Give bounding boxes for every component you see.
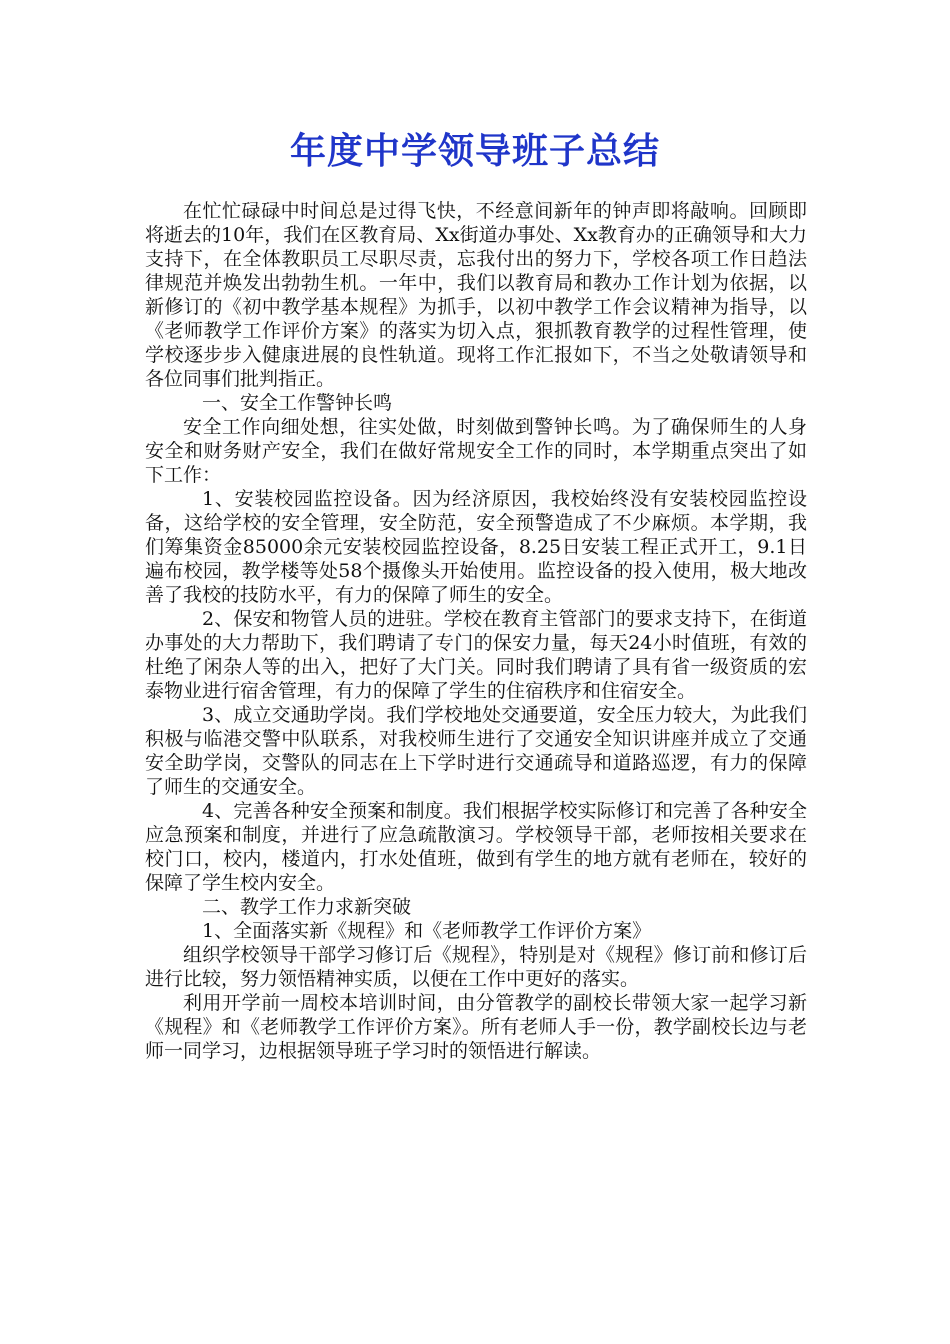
teaching-paragraph-training: 利用开学前一周校本培训时间，由分管教学的副校长带领大家一起学习新《规程》和《老师教学工作评价方案》。所有老师人手一份，教学副校长边与老师一同学习，边根据领导班子学习时的领悟进行解读。: [145, 992, 807, 1062]
teaching-subheading-rules: 1、全面落实新《规程》和《老师教学工作评价方案》: [202, 920, 652, 942]
section-heading-teaching: 二、教学工作力求新突破: [202, 896, 412, 918]
safety-item-security-staff: 2、保安和物管人员的进驻。学校在教育主管部门的要求支持下，在街道办事处的大力帮助下，我们聘请了专门的保安力量，每天24小时值班，有效的杜绝了闲杂人等的出入，把好了大门关。同时我们聘请了具有省一级资质的宏泰物业进行宿舍管理，有力的保障了学生的住宿秩序和住宿安全。: [145, 608, 807, 702]
safety-item-emergency-plans: 4、完善各种安全预案和制度。我们根据学校实际修订和完善了各种安全应急预案和制度，并进行了应急疏散演习。学校领导干部，老师按相关要求在校门口，校内，楼道内，打水处值班，做到有学生的地方就有老师在，较好的保障了学生校内安全。: [145, 800, 807, 894]
safety-intro-paragraph: 安全工作向细处想，往实处做，时刻做到警钟长鸣。为了确保师生的人身安全和财务财产安全，我们在做好常规安全工作的同时，本学期重点突出了如下工作：: [145, 416, 807, 486]
document-body: [145, 199, 807, 1063]
section-heading-safety: 一、安全工作警钟长鸣: [202, 392, 393, 414]
safety-item-traffic: 3、成立交通助学岗。我们学校地处交通要道，安全压力较大，为此我们积极与临港交警中队联系，对我校师生进行了交通安全知识讲座并成立了交通安全助学岗，交警队的同志在上下学时进行交通疏导和道路巡逻，有力的保障了师生的交通安全。: [145, 704, 807, 798]
document-title: 年度中学领导班子总结: [289, 130, 660, 172]
teaching-paragraph-study: 组织学校领导干部学习修订后《规程》，特别是对《规程》修订前和修订后进行比较，努力领悟精神实质，以便在工作中更好的落实。: [145, 944, 807, 990]
intro-paragraph: 在忙忙碌碌中时间总是过得飞快，不经意间新年的钟声即将敲响。回顾即将逝去的10年，我们在区教育局、Xx街道办事处、Xx教育办的正确领导和大力支持下，在全体教职员工尽职尽责，忘我付出的努力下，学校各项工作日趋法律规范并焕发出勃勃生机。一年中，我们以教育局和教办工作计划为依据，以新修订的《初中教学基本规程》为抓手，以初中教学工作会议精神为指导，以《老师教学工作评价方案》的落实为切入点，狠抓教育教学的过程性管理，使学校逐步步入健康进展的良性轨道。现将工作汇报如下，不当之处敬请领导和各位同事们批判指正。: [145, 200, 807, 390]
safety-item-monitoring: 1、安装校园监控设备。因为经济原因，我校始终没有安装校园监控设备，这给学校的安全管理，安全防范，安全预警造成了不少麻烦。本学期，我们筹集资金85000余元安装校园监控设备，8.25日安装工程正式开工，9.1日遍布校园，教学楼等处58个摄像头开始使用。监控设备的投入使用，极大地改善了我校的技防水平，有力的保障了师生的安全。: [145, 488, 807, 606]
